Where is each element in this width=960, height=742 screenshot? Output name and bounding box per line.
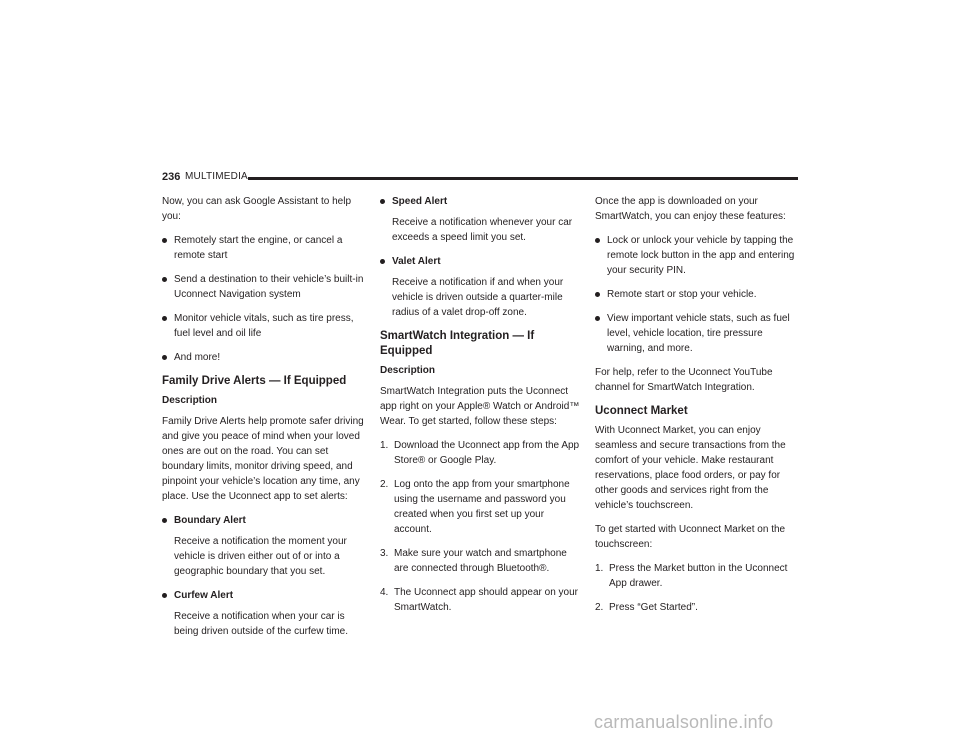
bullet-item: Send a destination to their vehicle’s built-in Uconnect Navigation system — [162, 272, 366, 302]
bullet-item: Lock or unlock your vehicle by tapping the remote lock button in the app and entering your security PIN. — [595, 233, 800, 278]
market-paragraph-2: To get started with Uconnect Market on the touchscreen: — [595, 524, 786, 550]
speed-alert-title: Speed Alert — [380, 194, 584, 209]
numbered-step — [380, 546, 584, 576]
smartwatch-features-intro: Once the app is downloaded on your SmartWatch, you can enjoy these features: — [595, 196, 786, 222]
smartwatch-description: SmartWatch Integration puts the Uconnect app right on your Apple® Watch or Android™ Wear. To get started, follow these steps: — [380, 386, 580, 427]
step-text: Press “Get Started”. — [609, 602, 698, 613]
family-drive-description: Family Drive Alerts help promote safer driving and give you peace of mind when your loved ones are out on the road. You can set boundary limits, monitor driving speed, and pinpoint your vehicle’s location any time, any place. Use the Uconnect app to set alerts: — [162, 416, 364, 502]
step-number: 1. — [595, 563, 604, 574]
boundary-alert-title: Boundary Alert — [162, 513, 366, 528]
numbered-step — [595, 561, 800, 591]
step-number: 4. — [380, 587, 389, 598]
bullet-item: View important vehicle stats, such as fuel level, vehicle location, tire pressure warning, and more. — [595, 311, 800, 356]
section-title: MULTIMEDIA — [185, 171, 248, 182]
smartwatch-heading: SmartWatch Integration — If Equipped — [380, 330, 535, 357]
step-text: Make sure your watch and smartphone are connected through Bluetooth®. — [394, 548, 567, 574]
watermark-text: carmanualsonline.info — [594, 712, 774, 732]
page-header — [162, 170, 798, 188]
family-drive-alerts-heading: Family Drive Alerts — If Equipped — [162, 375, 347, 387]
valet-alert-title: Valet Alert — [380, 254, 584, 269]
step-number: 3. — [380, 548, 389, 559]
step-number: 2. — [380, 479, 389, 490]
step-text: Log onto the app from your smartphone using the username and password you created when you first set up your account. — [394, 479, 570, 535]
column-1 — [162, 194, 366, 648]
page-number: 236 — [162, 171, 181, 183]
numbered-step — [595, 600, 800, 615]
step-text: The Uconnect app should appear on your SmartWatch. — [394, 587, 579, 613]
valet-alert-text: Receive a notification if and when your vehicle is driven outside a quarter-mile radius of a valet drop-off zone. — [392, 277, 564, 318]
boundary-alert-text: Receive a notification the moment your vehicle is driven either out of or into a geographic boundary that you set. — [174, 536, 347, 577]
bullet-item: Monitor vehicle vitals, such as tire press, fuel level and oil life — [162, 311, 366, 341]
step-number: 2. — [595, 602, 604, 613]
column-2 — [380, 194, 584, 624]
speed-alert-text: Receive a notification whenever your car exceeds a speed limit you set. — [392, 217, 573, 243]
bullet-item: Remotely start the engine, or cancel a remote start — [162, 233, 366, 263]
numbered-step — [380, 477, 584, 537]
header-rule — [248, 177, 798, 180]
step-number: 1. — [380, 440, 389, 451]
column-3 — [595, 194, 800, 624]
intro-text: Now, you can ask Google Assistant to help you: — [162, 196, 351, 222]
description-subheading: Description — [162, 395, 218, 406]
step-text: Download the Uconnect app from the App Store® or Google Play. — [394, 440, 580, 466]
numbered-step — [380, 438, 584, 468]
curfew-alert-text: Receive a notification when your car is being driven outside of the curfew time. — [174, 611, 348, 637]
bullet-item: And more! — [162, 350, 366, 365]
market-paragraph-1: With Uconnect Market, you can enjoy seamless and secure transactions from the comfort of your vehicle. Make restaurant reservations, place food orders, or pay for other goods and services right from the vehicle’s touchscreen. — [595, 425, 786, 511]
help-text: For help, refer to the Uconnect YouTube channel for SmartWatch Integration. — [595, 367, 773, 393]
description-subheading: Description — [380, 365, 436, 376]
curfew-alert-title: Curfew Alert — [162, 588, 366, 603]
numbered-step — [380, 585, 584, 615]
step-text: Press the Market button in the Uconnect App drawer. — [609, 563, 788, 589]
bullet-item: Remote start or stop your vehicle. — [595, 287, 800, 302]
uconnect-market-heading: Uconnect Market — [595, 405, 688, 417]
